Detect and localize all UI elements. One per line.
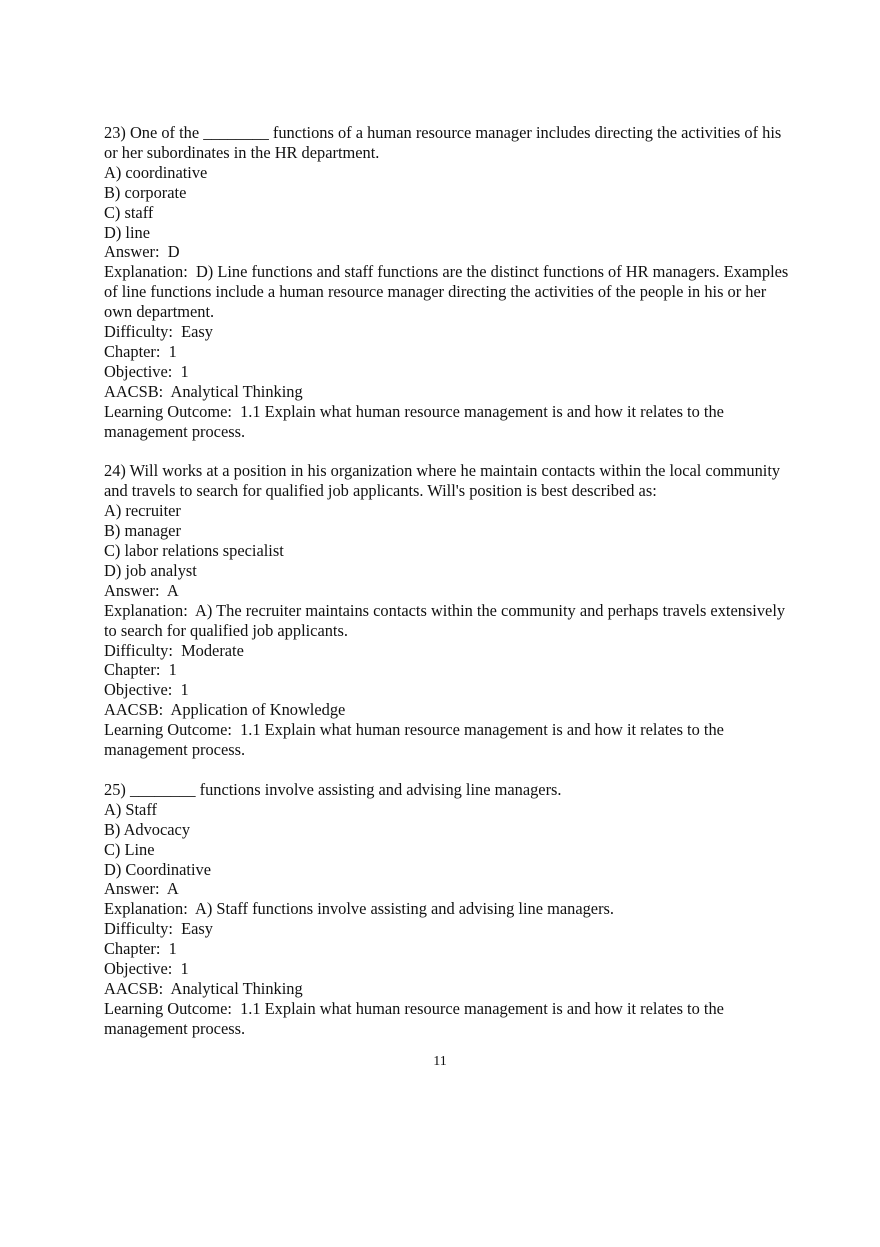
option-b: B) Advocacy	[104, 819, 191, 839]
explanation: Explanation: A) Staff functions involve assisting and advising line managers.	[104, 899, 614, 919]
answer: Answer: A	[104, 580, 179, 600]
learning-outcome: Learning Outcome: 1.1 Explain what human resource management is and how it relates to the management process.	[104, 998, 729, 1038]
answer: Answer: D	[104, 242, 180, 262]
difficulty: Difficulty: Easy	[104, 322, 213, 342]
question-stem: 23) One of the ________ functions of a human resource manager includes directing the activities of his or her subordinates in the HR department.	[104, 123, 786, 162]
answer: Answer: A	[104, 879, 179, 899]
explanation: Explanation: A) The recruiter maintains contacts within the community and perhaps travels extensively to search for qualified job applicants.	[104, 600, 790, 640]
option-d: D) Coordinative	[104, 859, 211, 879]
option-a: A) recruiter	[104, 501, 181, 521]
explanation: Explanation: D) Line functions and staff functions are the distinct functions of HR managers. Examples of line functions include a human resource manager directing the activities of the people in his or her own department.	[104, 262, 793, 322]
option-b: B) corporate	[104, 182, 187, 202]
aacsb: AACSB: Application of Knowledge	[104, 700, 346, 720]
difficulty: Difficulty: Easy	[104, 919, 213, 939]
question-23	[104, 123, 794, 442]
page-content	[104, 123, 794, 1059]
objective: Objective: 1	[104, 959, 189, 979]
learning-outcome: Learning Outcome: 1.1 Explain what human resource management is and how it relates to the management process.	[104, 401, 729, 441]
option-c: C) staff	[104, 202, 154, 222]
option-a: A) coordinative	[104, 162, 208, 182]
question-stem: 25) ________ functions involve assisting and advising line managers.	[104, 779, 562, 799]
option-b: B) manager	[104, 521, 181, 541]
chapter: Chapter: 1	[104, 939, 177, 959]
question-25	[104, 780, 794, 1039]
option-c: C) Line	[104, 839, 155, 859]
chapter: Chapter: 1	[104, 660, 177, 680]
question-24	[104, 461, 794, 760]
page-number: 11	[433, 1054, 447, 1069]
aacsb: AACSB: Analytical Thinking	[104, 978, 303, 998]
question-stem: 24) Will works at a position in his organization where he maintain contacts within the local community and travels to search for qualified job applicants. Will's position is best described as:	[104, 461, 785, 501]
objective: Objective: 1	[104, 680, 189, 700]
chapter: Chapter: 1	[104, 341, 177, 361]
objective: Objective: 1	[104, 361, 189, 381]
difficulty: Difficulty: Moderate	[104, 640, 244, 660]
option-a: A) Staff	[104, 799, 157, 819]
option-d: D) job analyst	[104, 560, 197, 580]
option-c: C) labor relations specialist	[104, 541, 284, 561]
learning-outcome: Learning Outcome: 1.1 Explain what human resource management is and how it relates to the management process.	[104, 720, 729, 760]
aacsb: AACSB: Analytical Thinking	[104, 381, 303, 401]
option-d: D) line	[104, 222, 150, 242]
